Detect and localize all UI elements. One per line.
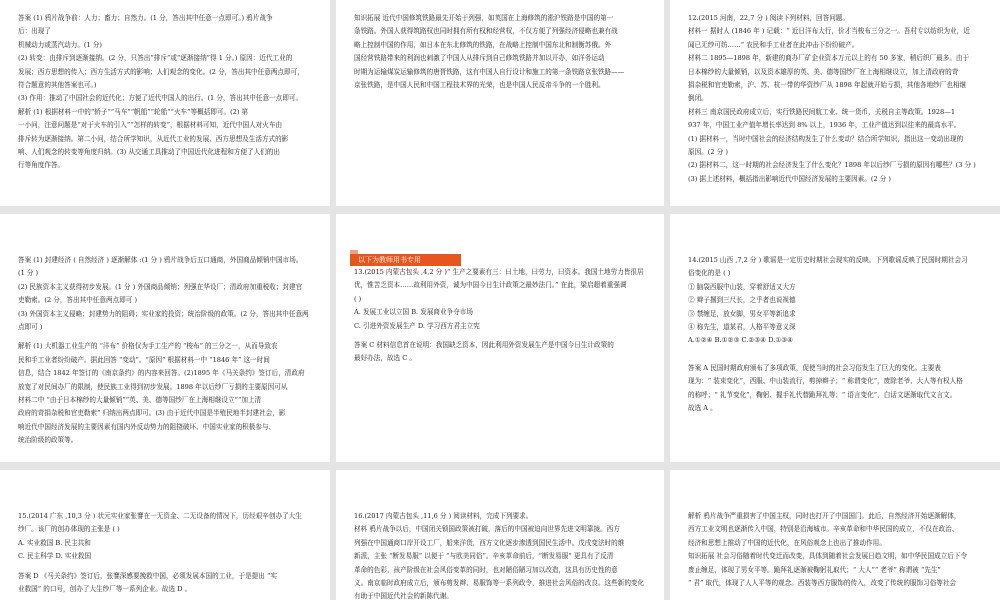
text-line: 闻已无纱可纺……” 农民和手工业者在此冲击下纷纷破产。 bbox=[688, 40, 859, 49]
document-page-4 bbox=[0, 214, 330, 462]
text-line: 现为：“ 装束变化”，西服、中山装流行，剪掉辫子；“ 称谓变化”，废除老爷、大人等有权人格 bbox=[688, 377, 963, 386]
text-line: 政府的苛捐杂税和官吏勒索” 归纳出两点即可。(3) 由于近代中国是半殖民地半封建社会，影 bbox=[18, 409, 286, 418]
text-line: 义。南京临时政府成立后，颁布剪发辫、易服饰等一系列政令，推进社会风俗的改良。这些新的变化 bbox=[354, 579, 645, 588]
text-line: (2) 转变：由排斥到逐渐接纳。(2 分，只答出“排斥”或“逐渐接纳”得 1 分。) 原因：近代工业的 bbox=[18, 54, 293, 63]
text-line: 发展；西方思想的传入；西方生活方式的影响；人们观念的变化。(2 分，答出其中任意两点即可， bbox=[18, 67, 304, 76]
text-line: 行等角度作答。 bbox=[18, 161, 65, 170]
text-line: ( ) bbox=[354, 294, 362, 303]
text-line: 响、人们观念的转变等角度归纳。(3) 从交通工具推动了中国近代化进程和方便了人们的出 bbox=[18, 148, 280, 157]
text-line: 材料三 南京国民政府成立后，实行铁路民间航工业、统一货币，关税自主等政策。1928—1 bbox=[688, 107, 956, 116]
text-line: 时期为运输煤炭运输修筑的唐胥铁路，这有中国人自行设计和施工的第一条铁路京张铁路—— bbox=[354, 67, 625, 76]
text-line: (3) 外国资本主义侵略；封建势力的阻碍；实业家的投资；统治阶级的政策。(2 分，答出其中任意两 bbox=[18, 309, 309, 318]
answer-line: 答案 A 民国时期政府颁布了多项政策，促使当时的社会习俗发生了巨大的变化。主要表 bbox=[688, 363, 941, 372]
document-page-2 bbox=[336, 0, 664, 206]
text-line: 民和手工业者纷纷破产。据此回答 “变动”。“原因” 根据材料一中 “1846 年” 这一时间 bbox=[18, 355, 270, 364]
text-line: 捐杂税和官吏勒索，沪、苏、杭一带的华资纱厂从 1898 年起就开始亏损，其他各地纱厂也相继 bbox=[688, 81, 967, 90]
text-line: 列强在中国通商口岸开设工厂，船来洋货，西方文化逐步渗透到国民生活中。戊戌变法时的维 bbox=[354, 538, 625, 547]
option-line: A. 实业救国 B. 民主共和 bbox=[18, 538, 91, 547]
text-line: 材料二中 “由于日本棉纱的大量倾销”“英、美、德等国纱厂在上海相继设立”“加上清 bbox=[18, 396, 262, 405]
text-line: 经济和思想上推动了中国的近代化，在风俗观念上也出了推动作用。 bbox=[688, 538, 886, 547]
text-line: 条铁路。外国人获得筑路权也同时拥有所有权和经营权，不仅方便了列强经济侵略也兼有战 bbox=[354, 27, 618, 36]
text-line: 机械动力或蒸汽动力。(1 分) bbox=[18, 40, 102, 49]
text-line: 材料 鸦片战争以后，中国闭关锁国政策被打破，落后的中国被迫向世界先进文明靠拢。西方 bbox=[354, 525, 620, 534]
text-line: 响近代中国经济发展的主要因素有国内外反动势力的阻挠破坏、中国实业家的积极参与、 bbox=[18, 422, 276, 431]
text-line: (3) 据上述材料，概括指出影响近代中国经济发展的主要因素。(2 分 ) bbox=[688, 174, 891, 183]
text-line: 故选 A 。 bbox=[688, 404, 717, 413]
knowledge-note-line: 知识拓展 社会习俗随着时代变迁而改变，具体到随着社会发展日趋文明，如中华民国成立后下令 bbox=[688, 552, 968, 561]
text-line: 材料一 据时人 (1846 年 ) 记载：“ 近日洋布大行，价才当梭布三分之一。吾村专以纺织为业，近 bbox=[688, 27, 970, 36]
text-line: 937 年，中国工业产值年增长率达到 8% 以上，1936 年，工业产值达到以往来的最高水平。 bbox=[688, 121, 961, 130]
text-line: 国经营铁路带来的利润也刺激了中国人从排斥到自己修筑铁路并加以开办，如洋务运动 bbox=[354, 54, 605, 63]
question-title: 14.(2015 山西 ,7,2 分 ) 歌谣是一定历史时期社会现实的反映。下列歌谣反映了民国时期社会习 bbox=[688, 256, 968, 264]
option-line: ① 脑袋西服中山装，穿着舒适又大方 bbox=[688, 282, 796, 291]
text-line: 业救国” 的口号，创办了大生纱厂等一系列企业。故选 D 。 bbox=[18, 585, 192, 594]
text-line: 解析 (1) 根据材料一中的“轿子”“马车”“帆船”“轮船”“火车”等概括即可。(2) 第 bbox=[18, 107, 249, 116]
text-line: 有助于中国近代社会的新陈代谢。 bbox=[354, 592, 453, 600]
text-line: 纱厂。该厂的创办体现的主张是 ( ) bbox=[18, 525, 120, 534]
text-line: 信息，结合 1842 年签订的《南京条约》的内容来回答。(2)1895 年《马关条约》签订后，清政府 bbox=[18, 369, 305, 378]
question-title: 13.(2015 内蒙古包头 ,4,2 分 )“ 生产之要素有三：曰土地，曰劳力，曰资本。我国土地劳力皆很居 bbox=[354, 268, 644, 276]
text-line: 符合题意的其他答案也可。) bbox=[18, 81, 97, 90]
text-line: (2) 民族资本主义获得初步发展。(1 分 ) 外国商品倾销；列强在华设厂；清政府加重税收；封建官 bbox=[18, 282, 303, 291]
option-line: A.①②④ B.①②③ C.②③④ D.①③④ bbox=[688, 336, 794, 345]
document-page-3 bbox=[670, 0, 1000, 206]
question-title: 12.(2015 河南，22,7 分 ) 阅读下列材料，回答问题。 bbox=[688, 14, 849, 22]
answer-line: 答案 C 材料信息首在说明：我国缺乏资本，因此利用外资发展生产是中国今日生计政策的 bbox=[354, 341, 614, 350]
option-line: A. 发展工业以立国 B. 发展商业争夺市场 bbox=[354, 308, 473, 317]
text-line: 材料二 1895—1898 年，新建的商办厂矿企业资本万元以上的有 50 多家，稍后织厂最多。由于 bbox=[688, 54, 970, 63]
text-line: 西方工业文明也逐渐传入中国，特别是沿海城市。辛亥革命和中华民国的成立，不仅在政治、 bbox=[688, 525, 959, 534]
text-line: (2) 据材料二，这一时期的社会经济发生了什么变化？1898 年以后纱厂亏损的原因有哪些？(3 分 ) bbox=[688, 161, 976, 170]
document-page-1 bbox=[0, 0, 330, 206]
document-page-9 bbox=[670, 470, 1000, 600]
text-line: 最好办法，故选 C 。 bbox=[354, 354, 416, 363]
option-line: ④ 称先生，道某君，人格平等意义深 bbox=[688, 323, 796, 332]
question-title: 16.(2017 内蒙古包头 ,11,6 分 ) 阅读材料，完成下列要求。 bbox=[354, 512, 533, 520]
document-page-6 bbox=[670, 214, 1000, 462]
text-line: 统治阶级的政策等。 bbox=[18, 436, 78, 445]
teacher-only-banner: 以下为教师用书专用 bbox=[350, 254, 461, 266]
option-line: ③ 禁缠足，放女脚，男女平等新追求 bbox=[688, 309, 796, 318]
text-line: 略上控制中国的作用，如日本在东北修筑的铁路，在战略上控制中国东北和制衡苏俄。外 bbox=[354, 40, 612, 49]
text-line: 放宽了对民间办厂的限制，使民族工业得到初步发展。1898 年以后纱厂亏损的主要原因可从 bbox=[18, 382, 288, 391]
answer-line: 答案 D 《马关条约》签订后，张謇深感要挽救中国，必须发展本国的工业，于是提出 “实 bbox=[18, 571, 277, 580]
text-line: 吏勒索。(2 分，答出其中任意两点即可 ) bbox=[18, 296, 138, 305]
question-title: 15.(2014 广东 ,10,3 分 ) 状元实业家张謇在一无资金、二无设备的情况下，历经艰辛创办了大生 bbox=[18, 512, 302, 520]
text-line: 革命的色彩，孩产阶级在社会风俗变革的同时，也对陋俗陋习加以改造，这具有历史性的意 bbox=[354, 565, 618, 574]
option-line: C. 民主科学 D. 实业救国 bbox=[18, 552, 92, 561]
text-line: (3) 作用：推动了中国社会的近代化；方便了近代中国人的出行。(1 分，答出其中任意一点即可。 bbox=[18, 94, 303, 103]
text-line: 排斥转为逐渐接纳。第二小问，结合所学知识，从近代工业的发展、西方思想及生活方式的影 bbox=[18, 134, 289, 143]
text-line: 答案 (1) 鸦片战争前：人力；畜力；自然力。(1 分，答出其中任意一点即可。) 鸦片战争 bbox=[18, 14, 273, 22]
text-line: 倒闭。 bbox=[688, 94, 708, 103]
document-page-5 bbox=[336, 214, 664, 462]
text-line: 后：出现了 bbox=[18, 27, 51, 36]
option-line: ② 辫子撂到三尺长，之乎者也说视德 bbox=[688, 296, 796, 305]
text-line: 新派，主张 “断发易服” 以便于 “与欧美同俗”。辛亥革命前后，“断发易服” 更具有了反清 bbox=[354, 552, 614, 561]
document-page-7 bbox=[0, 470, 330, 600]
document-page-8 bbox=[336, 470, 664, 600]
analysis-line: 解析 (1) 大机器工业生产的 “洋布” 价格仅为手工生产的 “梭布” 的三分之一，从而导致农 bbox=[18, 342, 278, 351]
analysis-line: 解析 鸦片战争严重损害了中国主权，同时也打开了中国国门。此后，自然经济开始逐渐解体， bbox=[688, 512, 961, 520]
text-line: “ 君” 取代，体现了人人平等的观念。西装等西方服饰的传入，改变了传统的服饰习俗等社会 bbox=[688, 579, 957, 588]
answer-line: 答案 (1) 封建经济 ( 自然经济 ) 逐渐解体 :(1 分 ) 鸦片战争后五口通商，外国商品倾销中国市场。 bbox=[18, 256, 303, 264]
option-line: C. 引进外资发展生产 D. 学习西方君主立宪 bbox=[354, 321, 480, 330]
text-line: 废止缠足，体现了男女平等。跪拜礼逐渐被鞠躬礼取代；“ 大人”“ 老爷” 称谓被 “先生” bbox=[688, 565, 941, 574]
text-line: 知识拓展 近代中国修筑铁路最先开始于列强，如英国在上海修筑的淞沪铁路是中国的第一 bbox=[354, 14, 614, 22]
text-line: 点即可 ) bbox=[18, 323, 43, 332]
text-line: 京张铁路，是中国人民和中国工程技术界的光荣，也是中国人民反帝斗争的一个胜利。 bbox=[354, 81, 605, 90]
text-line: 日本棉纱的大量倾销，以及资本雄厚的英、美、德等国纱厂在上海相继设立，加上清政府的苛 bbox=[688, 67, 959, 76]
text-line: 俗变化的是 ( ) bbox=[688, 269, 731, 278]
text-line: (1) 据材料一，当时中国社会的经济结构发生了什么变动？结合所学知识，指出这一变动出现的 bbox=[688, 134, 964, 143]
text-line: (1 分 ) bbox=[18, 269, 39, 278]
text-line: 的称呼；“ 礼节变化”，鞠躬、握手礼代替跪拜礼等；“ 语言变化”，白话文逐渐取代文言文。 bbox=[688, 390, 957, 399]
text-line: 优，惟苦乏资本……故利用外资，诚为中国今日生计政策之最妙法门。” 在此，梁启超着重强调 bbox=[354, 281, 627, 290]
text-line: 原因。(2 分 ) bbox=[688, 148, 728, 157]
text-line: 一小问，注意问题是“对于火车的引入”“怎样的转变”，根据材料可知，近代中国人对火车由 bbox=[18, 121, 283, 130]
